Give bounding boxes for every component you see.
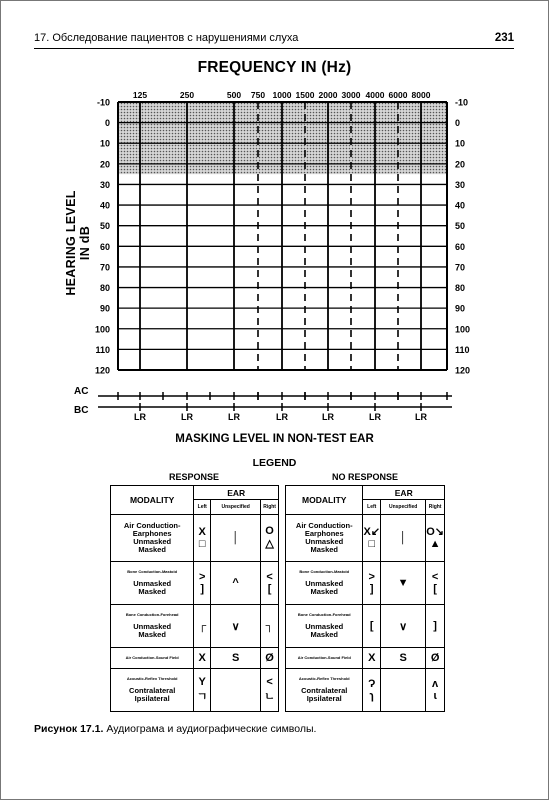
symbol-forehead-right: ┐ bbox=[261, 605, 279, 648]
lr-label: LR bbox=[228, 412, 240, 422]
symbol-bone-left-no-response: > ] bbox=[363, 562, 381, 605]
ear-left-header: Left bbox=[194, 500, 211, 514]
symbol-bone-right-no-response: < [ bbox=[426, 562, 445, 605]
freq-tick: 1500 bbox=[295, 90, 315, 100]
chapter-title: 17. Обследование пациентов с нарушениями слуха bbox=[34, 32, 299, 44]
symbol-forehead-unspecified-no-response: ∨ bbox=[381, 605, 426, 648]
modality-header: MODALITY bbox=[111, 486, 194, 515]
row-bone-conduction-forehead: Bone Conduction-Forehead Unmasked Masked bbox=[111, 605, 194, 648]
db-tick-left: 30 bbox=[99, 179, 110, 190]
frequency-axis-title: FREQUENCY IN (Hz) bbox=[197, 59, 352, 76]
legend-title: LEGEND bbox=[252, 457, 297, 469]
db-tick-right: 50 bbox=[455, 221, 466, 232]
freq-tick: 500 bbox=[226, 90, 242, 100]
db-tick-left: 110 bbox=[95, 344, 110, 355]
db-tick-right: 40 bbox=[455, 200, 466, 211]
db-tick-left: 70 bbox=[99, 262, 110, 273]
figure-caption bbox=[34, 723, 316, 735]
ac-label: AC bbox=[74, 386, 89, 397]
db-tick-left: 90 bbox=[99, 303, 110, 314]
db-tick-right: 80 bbox=[455, 283, 466, 294]
freq-tick: 250 bbox=[179, 90, 195, 100]
db-tick-right: 70 bbox=[455, 262, 466, 273]
symbol-bone-left: > ] bbox=[194, 562, 211, 605]
symbol-sf-unspecified: S bbox=[211, 648, 261, 669]
symbol-forehead-left-no-response: [ bbox=[363, 605, 381, 648]
symbol-reflex-left: Y ㄱ bbox=[194, 668, 211, 711]
lr-label: LR bbox=[181, 412, 193, 422]
row-sound-field: Air Conduction-Sound Field bbox=[286, 648, 363, 669]
db-tick-left: -10 bbox=[96, 97, 110, 108]
lr-label: LR bbox=[322, 412, 334, 422]
db-tick-left: 50 bbox=[99, 221, 110, 232]
row-bone-conduction-mastoid: Bone Conduction-Mastoid Unmasked Masked bbox=[286, 562, 363, 605]
db-tick-left: 120 bbox=[94, 365, 110, 376]
lr-label: LR bbox=[276, 412, 288, 422]
symbol-bone-right: < [ bbox=[261, 562, 279, 605]
row-acoustic-reflex: Acoustic-Reflex Threshold Contralateral Ipsilateral bbox=[286, 668, 363, 711]
row-bone-conduction-forehead: Bone Conduction-Forehead Unmasked Masked bbox=[286, 605, 363, 648]
ear-right-header: Right bbox=[261, 500, 279, 514]
symbol-reflex-right: < ㄴ bbox=[261, 668, 279, 711]
caption-label: Рисунок 17.1. bbox=[34, 723, 104, 735]
page-number: 231 bbox=[494, 32, 514, 44]
db-tick-right: 10 bbox=[455, 138, 466, 149]
row-bone-conduction-mastoid: Bone Conduction-Mastoid Unmasked Masked bbox=[111, 562, 194, 605]
hearing-level-axis-title: HEARING LEVEL IN dB bbox=[64, 190, 92, 296]
symbol-forehead-left: ┌ bbox=[194, 605, 211, 648]
lr-label: LR bbox=[369, 412, 381, 422]
db-tick-right: 90 bbox=[455, 303, 466, 314]
symbol-sf-right: Ø bbox=[261, 648, 279, 669]
db-tick-left: 0 bbox=[104, 118, 110, 129]
freq-tick: 1000 bbox=[272, 90, 292, 100]
db-tick-left: 80 bbox=[99, 283, 110, 294]
db-tick-left: 10 bbox=[99, 138, 110, 149]
masking-level-title: MASKING LEVEL IN NON-TEST EAR bbox=[175, 433, 374, 445]
symbol-sf-unspecified-no-response: S bbox=[381, 648, 426, 669]
symbol-o-right: O △ bbox=[261, 514, 279, 561]
symbol-reflex-left-no-response: Ɂ ɿ bbox=[363, 668, 381, 711]
symbol-unspecified: │ bbox=[211, 514, 261, 561]
symbol-unspecified: │ bbox=[381, 514, 426, 561]
ear-header: EAR bbox=[363, 486, 445, 500]
no-response-heading: NO RESPONSE bbox=[332, 472, 399, 482]
symbol-x-left: X □ bbox=[194, 514, 211, 561]
db-tick-left: 40 bbox=[99, 200, 110, 211]
db-tick-right: -10 bbox=[455, 97, 469, 108]
symbol-x-left-no-response: X↙ □ bbox=[363, 514, 381, 561]
lr-label: LR bbox=[134, 412, 146, 422]
ear-unspecified-header: Unspecified bbox=[381, 500, 426, 514]
row-air-conduction-earphones: Air Conduction- Earphones Unmasked Masked bbox=[286, 514, 363, 561]
symbol-reflex-right-no-response: ʌ ɩ bbox=[426, 668, 445, 711]
freq-tick: 3000 bbox=[341, 90, 361, 100]
ear-left-header: Left bbox=[363, 500, 381, 514]
db-tick-right: 60 bbox=[455, 241, 466, 252]
row-sound-field: Air Conduction-Sound Field bbox=[111, 648, 194, 669]
db-tick-left: 60 bbox=[99, 241, 110, 252]
legend-table-response bbox=[110, 485, 279, 712]
db-tick-right: 20 bbox=[455, 159, 466, 170]
symbol-forehead-unspecified: ∨ bbox=[211, 605, 261, 648]
symbol-forehead-right-no-response: ] bbox=[426, 605, 445, 648]
symbol-sf-left-no-response: X bbox=[363, 648, 381, 669]
symbol-bone-unspecified-no-response: ▼ bbox=[381, 562, 426, 605]
db-tick-right: 0 bbox=[455, 118, 461, 129]
db-tick-right: 110 bbox=[455, 344, 470, 355]
modality-header: MODALITY bbox=[286, 486, 363, 515]
ear-unspecified-header: Unspecified bbox=[211, 500, 261, 514]
db-tick-left: 20 bbox=[99, 159, 110, 170]
symbol-sf-right-no-response: Ø bbox=[426, 648, 445, 669]
caption-text: Аудиограма и аудиографические символы. bbox=[103, 723, 317, 735]
symbol-sf-left: X bbox=[194, 648, 211, 669]
db-tick-left: 100 bbox=[94, 324, 110, 335]
freq-tick: 2000 bbox=[318, 90, 338, 100]
freq-tick: 8000 bbox=[411, 90, 431, 100]
ear-header: EAR bbox=[194, 486, 279, 500]
freq-tick: 125 bbox=[132, 90, 148, 100]
symbol-bone-unspecified: ^ bbox=[211, 562, 261, 605]
row-acoustic-reflex: Acoustic-Reflex Threshold Contralateral Ipsilateral bbox=[111, 668, 194, 711]
lr-label: LR bbox=[415, 412, 427, 422]
bc-label: BC bbox=[74, 405, 89, 416]
db-tick-right: 30 bbox=[455, 179, 466, 190]
freq-tick: 6000 bbox=[388, 90, 408, 100]
symbol-o-right-no-response: O↘ ▲ bbox=[426, 514, 445, 561]
freq-tick: 4000 bbox=[365, 90, 385, 100]
db-tick-right: 100 bbox=[455, 324, 471, 335]
row-air-conduction-earphones: Air Conduction- Earphones Unmasked Masked bbox=[111, 514, 194, 561]
legend-table-no-response bbox=[285, 485, 445, 712]
ear-right-header: Right bbox=[426, 500, 445, 514]
response-heading: RESPONSE bbox=[169, 472, 220, 482]
db-tick-right: 120 bbox=[455, 365, 471, 376]
freq-tick: 750 bbox=[250, 90, 266, 100]
